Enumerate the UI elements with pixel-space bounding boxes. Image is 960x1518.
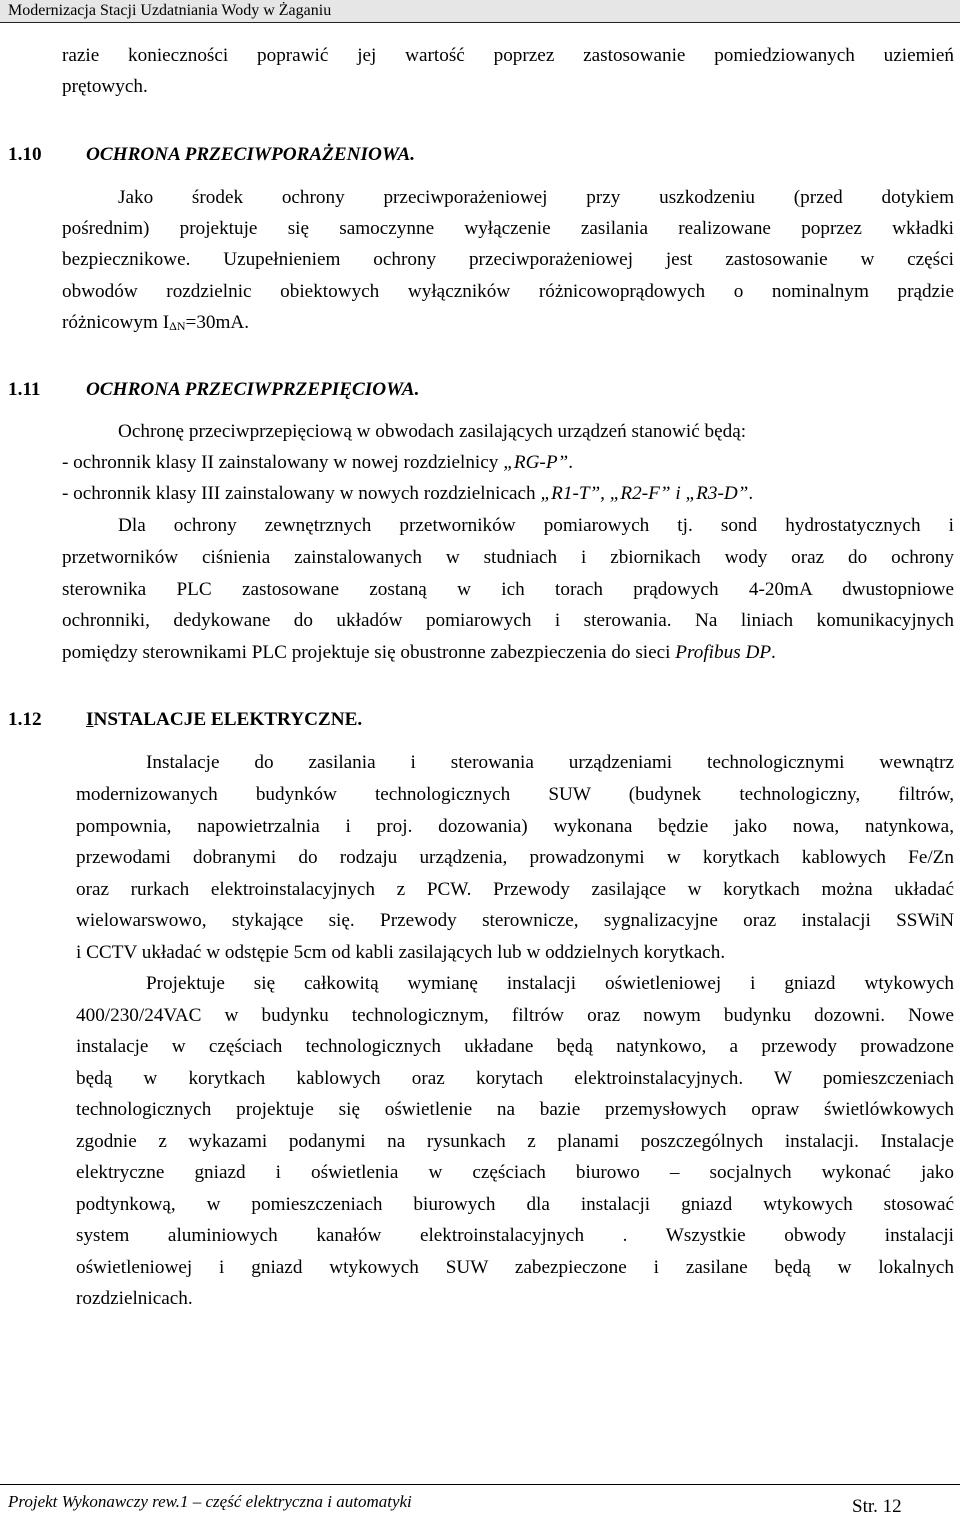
paragraph-line: razie konieczności poprawić jej wartość poprzez zastosowanie pomiedziowanych uziemień [62,45,954,66]
page-number: Str. 12 [852,1496,902,1517]
text-part: - ochronnik klasy II zainstalowany w nowej rozdzielnicy [62,452,504,473]
paragraph-line: oraz rurkach elektroinstalacyjnych z PCW. Przewody zasilające w korytkach można układać [76,879,954,900]
page-header [0,0,960,23]
section-number: 1.12 [8,709,42,730]
paragraph-line: Projektuje się całkowitą wymianę instalacji oświetleniowej i gniazd wtykowych [146,973,954,994]
paragraph-line: bezpiecznikowe. Uzupełnieniem ochrony przeciwporażeniowej jest zastosowanie w części [62,249,954,270]
paragraph-line: podtynkową, w pomieszczeniach biurowych dla instalacji gniazd wtykowych stosować [76,1194,954,1215]
paragraph-line [62,637,954,669]
footer-project-label: Projekt Wykonawczy rew.1 – część elektryczna i automatyki [8,1492,412,1511]
section-title [86,709,362,730]
text-part: różnicowym I [62,312,170,333]
section-heading-1-10 [8,142,415,168]
paragraph-line: modernizowanych budynków technologicznych SUW (budynek technologiczny, filtrów, [76,784,954,805]
paragraph-line: przetworników ciśnienia zainstalowanych w studniach i zbiornikach wody oraz do ochrony [62,547,954,568]
paragraph-line: Ochronę przeciwprzepięciową w obwodach zasilających urządzeń stanowić będą: [118,421,747,442]
italic-text: „R1-T”, „R2-F” i „R3-D” [540,483,749,504]
paragraph-line: prętowych. [62,76,148,97]
section-title: OCHRONA PRZECIWPRZEPIĘCIOWA. [86,379,420,400]
section-heading-1-12 [8,707,362,733]
paragraph-line: system aluminiowych kanałów elektroinstalacyjnych . Wszystkie obwody instalacji [76,1225,954,1246]
italic-text: „RG-P” [503,452,569,473]
list-item [62,478,954,510]
paragraph-line: wielowarswowo, stykające się. Przewody sterownicze, sygnalizacyjne oraz instalacji SSWiN [76,910,954,931]
paragraph-line: pośrednim) projektuje się samoczynne wyłączenie zasilania realizowane poprzez wkładki [62,218,954,239]
section-title: OCHRONA PRZECIWPORAŻENIOWA. [86,144,416,165]
paragraph-line: Dla ochrony zewnętrznych przetworników pomiarowych tj. sond hydrostatycznych i [118,515,954,536]
text-part: . [771,642,776,663]
section-heading-1-11 [8,377,419,403]
section-number: 1.11 [8,379,41,400]
paragraph-line: sterownika PLC zastosowane zostaną w ich torach prądowych 4-20mA dwustopniowe [62,579,954,600]
paragraph-line: i CCTV układać w odstępie 5cm od kabli zasilających lub w oddzielnych korytkach. [76,942,726,963]
section-number: 1.10 [8,144,42,165]
italic-text: Profibus DP [675,642,772,663]
subscript: ΔN [169,319,186,333]
paragraph-line: pompownia, napowietrzalnia i proj. dozowania) wykonana będzie jako nowa, natynkowa, [76,816,954,837]
paragraph-line [62,307,954,343]
paragraph-line: obwodów rozdzielnic obiektowych wyłączników różnicowoprądowych o nominalnym prądzie [62,281,954,302]
paragraph-line: instalacje w częściach technologicznych układane będą natynkowo, a przewody prowadzone [76,1036,954,1057]
paragraph-line: technologicznych projektuje się oświetlenie na bazie przemysłowych opraw świetlówkowych [76,1099,954,1120]
text-part: - ochronnik klasy III zainstalowany w nowych rozdzielnicach [62,483,541,504]
title-rest: NSTALACJE ELEKTRYCZNE. [93,709,363,730]
paragraph-line: Instalacje do zasilania i sterowania urządzeniami technologicznymi wewnątrz [146,752,954,773]
text-part: . [748,483,754,504]
paragraph-line: 400/230/24VAC w budynku technologicznym, filtrów oraz nowym budynku dozowni. Nowe [76,1005,954,1026]
text-part: pomiędzy sterownikami PLC projektuje się obustronne zabezpieczenia do sieci [62,642,676,663]
title-initial: I [86,709,94,730]
paragraph-line: przewodami dobranymi do rodzaju urządzenia, prowadzonymi w korytkach kablowych Fe/Zn [76,847,954,868]
header-title: Modernizacja Stacji Uzdatniania Wody w Żaganiu [8,2,332,19]
text-part: . [568,452,574,473]
paragraph-line: zgodnie z wykazami podanymi na rysunkach z planami poszczególnych instalacji. Instalacje [76,1131,954,1152]
paragraph-line: oświetleniowej i gniazd wtykowych SUW zabezpieczone i zasilane będą w lokalnych [76,1257,954,1278]
paragraph-line: elektryczne gniazd i oświetlenia w częściach biurowo – socjalnych wykonać jako [76,1162,954,1183]
paragraph-line: będą w korytkach kablowych oraz korytach elektroinstalacyjnych. W pomieszczeniach [76,1068,954,1089]
list-item [62,447,954,479]
paragraph-line: Jako środek ochrony przeciwporażeniowej przy uszkodzeniu (przed dotykiem [118,187,954,208]
paragraph-line: ochronniki, dedykowane do układów pomiarowych i sterowania. Na liniach komunikacyjnych [62,610,954,631]
footer-divider [0,1484,960,1485]
paragraph-line: rozdzielnicach. [76,1288,193,1309]
text-part: =30mA. [185,312,250,333]
